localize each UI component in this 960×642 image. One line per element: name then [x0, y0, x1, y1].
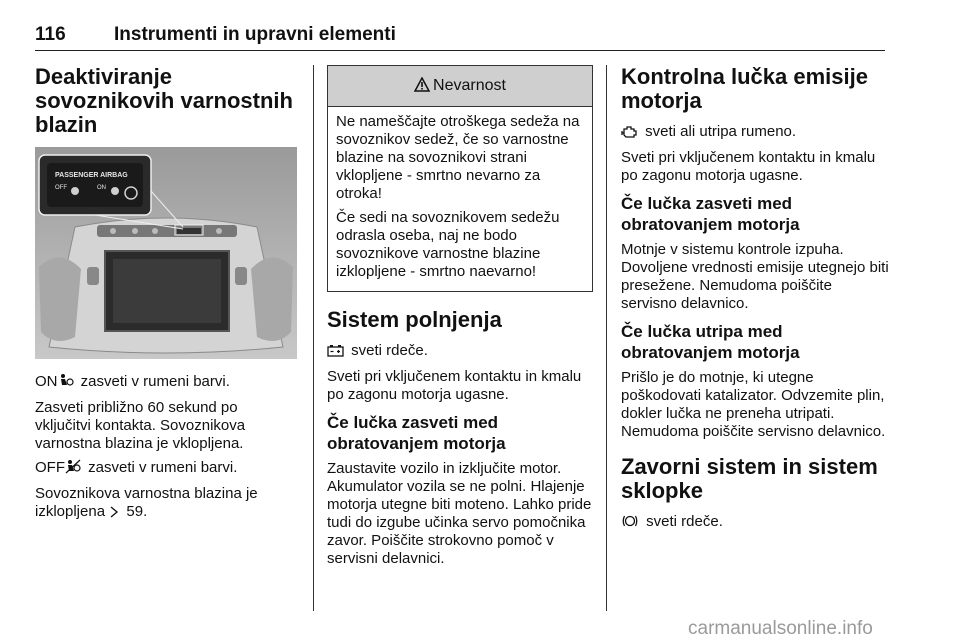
check-engine-icon: [621, 125, 638, 143]
charging-light-paragraph: [327, 342, 593, 362]
subsection-title-emission-on: Če lučka zasveti med obratovanjem motorja: [621, 194, 800, 234]
passenger-airbag-on-icon: [58, 373, 74, 393]
danger-warning-text-1: Ne nameščajte otroškega sedeža na sovoznikov sedež, če so varnostne blazine na sovoznikovi strani vklopljene - smrtno nevarno za otroka!: [336, 113, 580, 202]
section-title-engine-emission: Kontrolna lučka emisije motorja: [621, 64, 868, 113]
charging-light-detail: Sveti pri vključenem kontaktu in kmalu po zagonu motorja ugasne.: [327, 368, 582, 403]
column-divider-right: [606, 65, 607, 611]
column-engine-emission: [621, 65, 889, 539]
danger-warning-box: [327, 65, 593, 292]
charging-light-text: sveti rdeče.: [347, 342, 428, 359]
page-number: 116: [35, 24, 66, 45]
watermark: carmanualsonline.info: [688, 618, 873, 639]
off-label: OFF: [35, 459, 65, 476]
airbag-off-label: OFF: [55, 185, 67, 191]
danger-warning-title: Nevarnost: [433, 77, 506, 94]
subsection-title-charging-on: Če lučka zasveti med obratovanjem motorja: [327, 413, 506, 453]
dashboard-photo: [35, 147, 297, 359]
airbag-on-paragraph: [35, 373, 297, 393]
on-label: ON: [35, 373, 58, 390]
emission-light-detail: Sveti pri vključenem kontaktu in kmalu po zagonu motorja ugasne.: [621, 149, 876, 184]
off-detail-text: Sovoznikova varnostna blazina je izklopljena: [35, 485, 258, 520]
dashboard-illustration: [35, 147, 297, 359]
arrow-reference-icon: [109, 505, 119, 523]
section-title-charging-system: Sistem polnjenja: [327, 307, 502, 332]
column-divider-left: [313, 65, 314, 611]
section-title-brake-clutch: Zavorni sistem in sistem sklopke: [621, 454, 878, 503]
battery-icon: [327, 344, 344, 362]
warning-triangle-icon: [414, 68, 430, 108]
brake-light-text: sveti rdeče.: [642, 513, 723, 530]
chapter-title: Instrumenti in upravni elementi: [114, 24, 396, 45]
passenger-airbag-off-icon: [65, 459, 81, 479]
charging-on-detail: Zaustavite vozilo in izključite motor. Akumulator vozila se ne polni. Hlajenje motorja utegne biti moteno. Lahko pride tudi do izgube učinka servo pomočnika zavor. Poiščite strokovno pomoč v servisni delavnici.: [327, 460, 592, 567]
column-passenger-airbag: [35, 65, 297, 529]
danger-warning-text-2: Če sedi na sovoznikovem sedežu odrasla oseba, naj ne bodo sovoznikove varnostne blazine izklopljene - smrtno naevarno!: [336, 209, 560, 280]
danger-warning-body: [328, 107, 592, 291]
emission-on-detail: Motnje v sistemu kontrole izpuha. Dovoljene vrednosti emisije utegnejo biti presežene. Nemudoma poiščite servisno delavnico.: [621, 241, 889, 312]
off-text: zasveti v rumeni barvi.: [84, 459, 238, 476]
airbag-off-detail: [35, 485, 297, 523]
emission-light-paragraph: [621, 123, 889, 143]
subsection-title-emission-flashing: Če lučka utripa med obratovanjem motorja: [621, 322, 800, 362]
section-title-airbag-deactivation: Deaktiviranje sovoznikovih varnostnih blazin: [35, 64, 293, 137]
danger-warning-header: [328, 66, 592, 107]
brake-warning-icon: [621, 514, 639, 533]
emission-light-text: sveti ali utripa rumeno.: [641, 123, 797, 140]
on-text: zasveti v rumeni barvi.: [76, 373, 230, 390]
emission-flashing-detail: Prišlo je do motnje, ki utegne poškodovati katalizator. Odvzemite plin, dokler lučka ne preneha utripati. Nemudoma poiščite servisno delavnico.: [621, 369, 886, 440]
airbag-off-paragraph: [35, 459, 297, 479]
page-reference[interactable]: 59.: [122, 503, 148, 520]
airbag-panel-label: PASSENGER AIRBAG: [55, 172, 128, 179]
airbag-on-label: ON: [97, 185, 106, 191]
column-charging-system: [327, 65, 593, 574]
page-header: [35, 22, 885, 51]
airbag-on-detail: Zasveti približno 60 sekund po vključitvi kontakta. Sovoznikova varnostna blazina je vklopljena.: [35, 399, 246, 452]
brake-light-paragraph: [621, 513, 889, 533]
